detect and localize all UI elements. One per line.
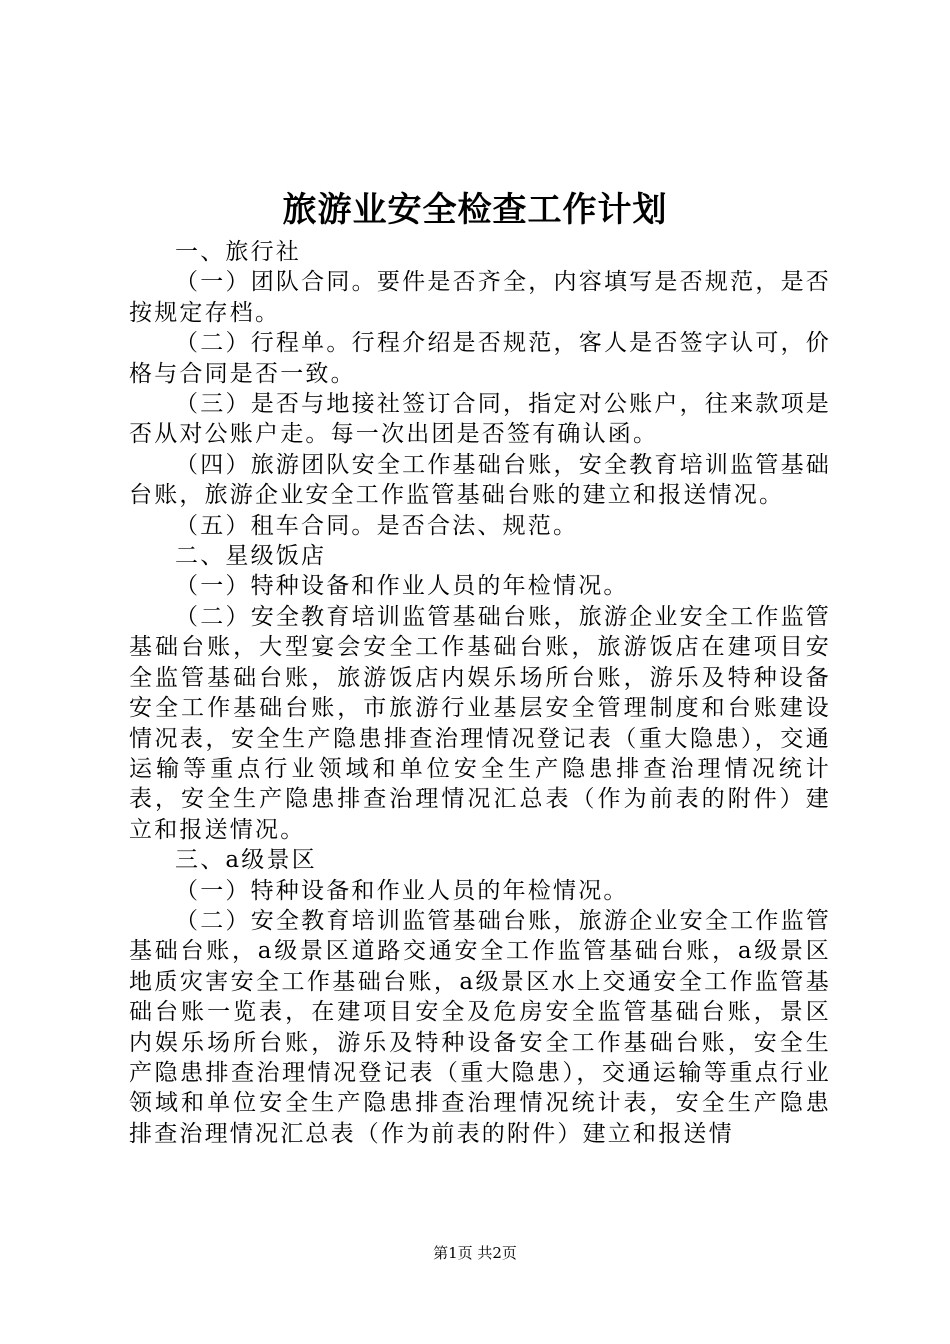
paragraph: （三）是否与地接社签订合同，指定对公账户，往来款项是否从对公账户走。每一次出团是否签有确认函。 <box>129 391 831 448</box>
paragraph-section-1-heading: 一、旅行社 <box>175 239 301 265</box>
paragraph: （一）特种设备和作业人员的年检情况。 <box>175 573 629 600</box>
paragraph: （二）行程单。行程介绍是否规范，客人是否签字认可，价格与合同是否一致。 <box>129 330 831 387</box>
paragraph: （四）旅游团队安全工作基础台账，安全教育培训监管基础台账，旅游企业安全工作监管基础台账的建立和报送情况。 <box>129 451 831 509</box>
paragraph: （五）租车合同。是否合法、规范。 <box>175 512 579 539</box>
paragraph: （二）安全教育培训监管基础台账，旅游企业安全工作监管基础台账，a级景区道路交通安全工作监管基础台账，a级景区地质灾害安全工作基础台账，a级景区水上交通安全工作监管基础台账一览表，在建项目安全及危房安全监管基础台账，景区内娱乐场所台账，游乐及特种设备安全工作基础台账，安全生产隐患排查治理情况登记表（重大隐患），交通运输等重点行业领域和单位安全生产隐患排查治理情况统计表，安全生产隐患排查治理情况汇总表（作为前表的附件）建立和报送情 <box>129 907 831 1147</box>
paragraph: （二）安全教育培训监管基础台账，旅游企业安全工作监管基础台账，大型宴会安全工作基础台账，旅游饭店在建项目安全监管基础台账，旅游饭店内娱乐场所台账，游乐及特种设备安全工作基础台账，市旅游行业基层安全管理制度和台账建设情况表，安全生产隐患排查治理情况登记表（重大隐患），交通运输等重点行业领域和单位安全生产隐患排查治理情况统计表，安全生产隐患排查治理情况汇总表（作为前表的附件）建立和报送情况。 <box>129 603 831 843</box>
paragraph: （一）特种设备和作业人员的年检情况。 <box>175 877 629 904</box>
document-body <box>129 237 831 1149</box>
paragraph-section-2-heading: 二、星级饭店 <box>175 543 327 570</box>
paragraph: （一）团队合同。要件是否齐全，内容填写是否规范，是否按规定存档。 <box>129 269 831 326</box>
paragraph-section-3-heading: 三、a级景区 <box>175 847 317 874</box>
page-footer: 第1页 共2页 <box>433 1244 517 1262</box>
document-title: 旅游业安全检查工作计划 <box>282 190 668 230</box>
